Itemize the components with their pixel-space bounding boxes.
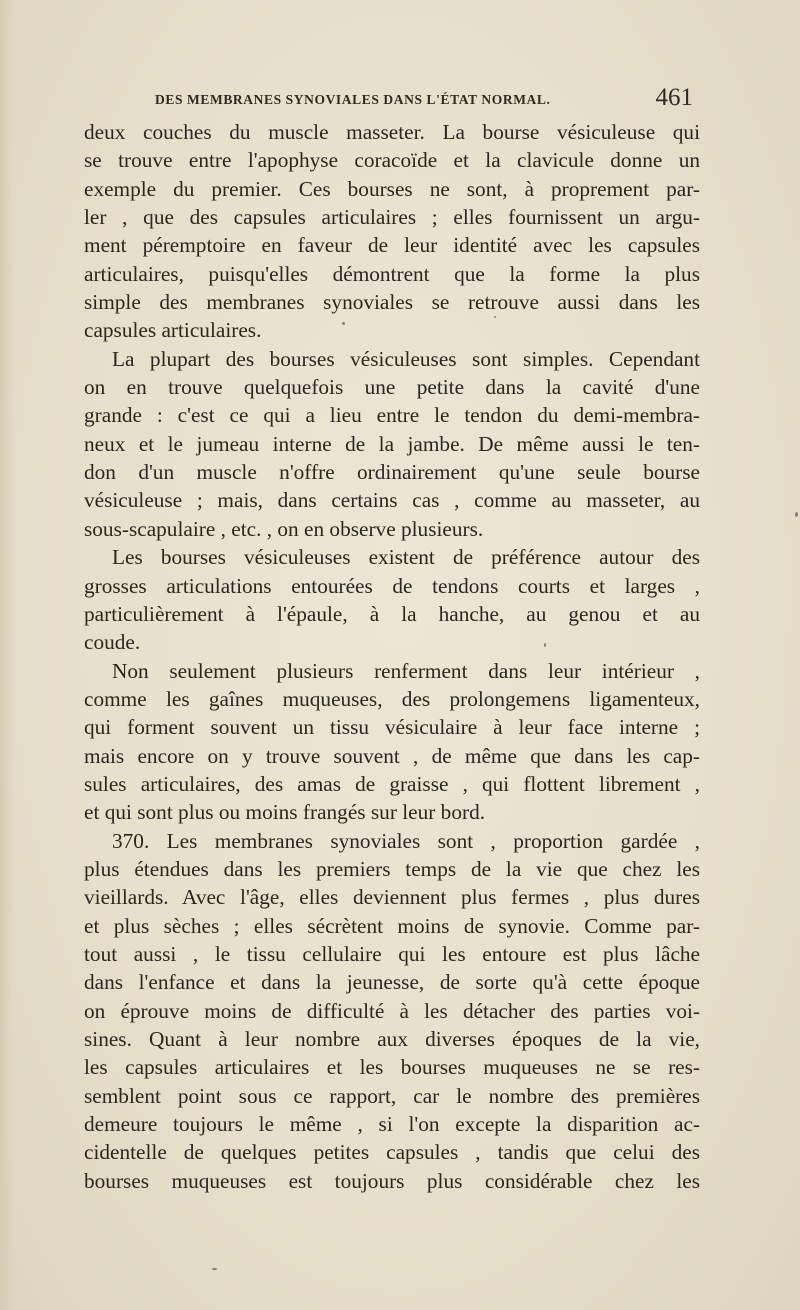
text-line: on en trouve quelquefois une petite dans la cavité d'une	[84, 375, 700, 400]
text-line: ler , que des capsules articulaires ; elles fournissent un argu-	[84, 205, 700, 230]
text-line: demeure toujours le même , si l'on excepte la disparition ac-	[84, 1112, 700, 1137]
text-line: semblent point sous ce rapport, car le nombre des premières	[84, 1083, 700, 1108]
running-header	[155, 86, 693, 114]
text-line: grosses articulations entourées de tendons courts et larges ,	[84, 573, 700, 598]
text-line: et qui sont plus ou moins frangés sur leur bord.	[84, 800, 486, 825]
paper-speck	[795, 512, 798, 517]
page-edge-shadow	[0, 0, 14, 1310]
text-line: vésiculeuse ; mais, dans certains cas , comme au masseter, au	[84, 488, 700, 513]
text-line: exemple du premier. Ces bourses ne sont, à proprement par-	[84, 176, 700, 201]
page-number: 461	[655, 84, 693, 111]
text-line: dans l'enfance et dans la jeunesse, de sorte qu'à cette époque	[84, 970, 700, 995]
text-line: articulaires, puisqu'elles démontrent que la forme la plus	[84, 261, 700, 286]
text-line: plus étendues dans les premiers temps de la vie que chez les	[84, 856, 700, 881]
paper-speck	[212, 1268, 217, 1270]
text-line: Non seulement plusieurs renferment dans leur intérieur ,	[112, 658, 700, 683]
text-line: les capsules articulaires et les bourses muqueuses ne se res-	[84, 1055, 700, 1080]
body-text	[84, 118, 700, 1195]
text-line: don d'un muscle n'offre ordinairement qu'une seule bourse	[84, 460, 700, 485]
text-line: sules articulaires, des amas de graisse , qui flottent librement ,	[84, 771, 700, 796]
text-line: deux couches du muscle masseter. La bourse vésiculeuse qui	[84, 120, 700, 144]
text-line: bourses muqueuses est toujours plus considérable chez les	[84, 1168, 700, 1193]
text-line: coude.	[84, 630, 141, 655]
text-line: ment péremptoire en faveur de leur identité avec les capsules	[84, 233, 700, 258]
running-header-title: DES MEMBRANES SYNOVIALES DANS L'ÉTAT NORMAL.	[155, 92, 551, 107]
text-line: grande : c'est ce qui a lieu entre le tendon du demi-membra-	[84, 403, 700, 428]
text-line: cidentelle de quelques petites capsules , tandis que celui des	[84, 1140, 700, 1165]
text-line: mais encore on y trouve souvent , de même que dans les cap-	[84, 743, 700, 768]
text-line: sous-scapulaire , etc. , on en observe plusieurs.	[84, 516, 484, 541]
text-line: sines. Quant à leur nombre aux diverses époques de la vie,	[84, 1027, 700, 1051]
text-line: et plus sèches ; elles sécrètent moins de synovie. Comme par-	[84, 913, 700, 938]
text-line: se trouve entre l'apophyse coracoïde et la clavicule donne un	[84, 148, 700, 173]
text-line: tout aussi , le tissu cellulaire qui les entoure est plus lâche	[84, 941, 700, 966]
paper-speck	[544, 643, 546, 647]
paper-speck	[342, 322, 345, 325]
text-line: particulièrement à l'épaule, à la hanche, au genou et au	[84, 601, 700, 626]
text-line: neux et le jumeau interne de la jambe. De même aussi le ten-	[84, 431, 700, 456]
text-line: comme les gaînes muqueuses, des prolongemens ligamenteux,	[84, 686, 700, 711]
paper-speck	[494, 316, 496, 318]
text-line: capsules articulaires.	[84, 318, 262, 343]
text-line: qui forment souvent un tissu vésiculaire à leur face interne ;	[84, 715, 700, 740]
text-line: 370. Les membranes synoviales sont , proportion gardée ,	[112, 828, 700, 853]
text-line: on éprouve moins de difficulté à les détacher des parties voi-	[84, 998, 700, 1023]
text-line: Les bourses vésiculeuses existent de préférence autour des	[112, 545, 700, 570]
text-line: La plupart des bourses vésiculeuses sont simples. Cependant	[112, 346, 700, 371]
text-line: vieillards. Avec l'âge, elles deviennent plus fermes , plus dures	[84, 885, 700, 910]
text-line: simple des membranes synoviales se retrouve aussi dans les	[84, 290, 700, 315]
